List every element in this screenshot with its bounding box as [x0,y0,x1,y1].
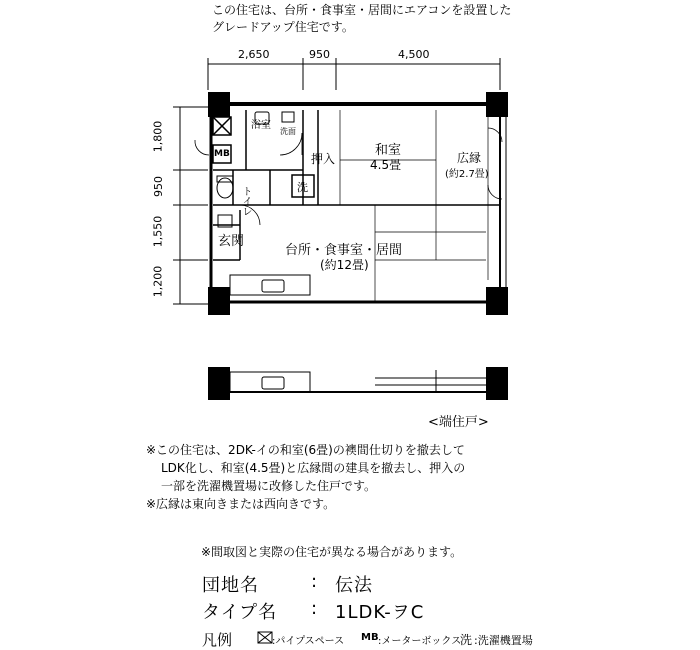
legend-pipe-desc: :パイプスペース [272,636,345,647]
dim-left-3: 1,550 [151,215,165,248]
note-1-line-3: 一部を洗濯機置場に改修した住戸です。 [161,479,377,493]
note-3: ※間取図と実際の住宅が異なる場合があります。 [201,545,463,559]
note-2: ※広縁は東向きまたは西向きです。 [146,497,336,511]
room-engawa: 広縁 [457,151,482,165]
type-separator: : [311,598,319,619]
room-entrance: 玄関 [218,234,245,249]
dim-left-1: 1,800 [151,120,165,153]
dim-left-2: 950 [152,176,165,197]
legend-label: 凡例 [202,631,233,649]
unit-type-caption: <端住戸> [428,415,489,430]
room-mb: MB [214,149,230,159]
dim-left-4: 1,200 [151,265,165,298]
note-1-line-1: ※この住宅は、2DK-イの和室(6畳)の襖間仕切りを撤去して [146,443,465,457]
intro-line-1: この住宅は、台所・食事室・居間にエアコンを設置した [212,3,512,17]
room-washitsu-size: 4.5畳 [370,158,402,172]
type-label: タイプ名 [202,602,278,623]
room-washer: 洗 [297,181,308,194]
dim-top-2: 950 [309,48,330,61]
dim-top-3: 4,500 [398,48,430,61]
complex-separator: : [311,571,319,592]
legend-mb-desc: :メーターボックス [378,636,462,647]
type-value: 1LDK-ヲC [335,602,425,623]
legend-washer-key: 洗 [460,633,473,647]
room-washroom: 洗面 [280,127,296,136]
room-engawa-size: (約2.7畳) [445,169,489,180]
legend-mb-key: MB [361,632,379,643]
room-closet: 押入 [311,152,336,166]
room-ldk-size: (約12畳) [320,258,369,272]
dim-top-1: 2,650 [238,48,270,61]
complex-label: 団地名 [202,575,259,596]
legend-washer-desc: :洗濯機置場 [474,634,533,647]
intro-line-2: グレードアップ住宅です。 [212,20,354,34]
room-ldk: 台所・食事室・居間 [285,243,403,258]
room-bath: 浴室 [251,120,271,131]
complex-value: 伝法 [335,575,373,596]
room-toilet: トイレ [240,186,251,216]
room-washitsu: 和室 [375,143,402,158]
note-1-line-2: LDK化し、和室(4.5畳)と広縁間の建具を撤去し、押入の [161,461,466,475]
